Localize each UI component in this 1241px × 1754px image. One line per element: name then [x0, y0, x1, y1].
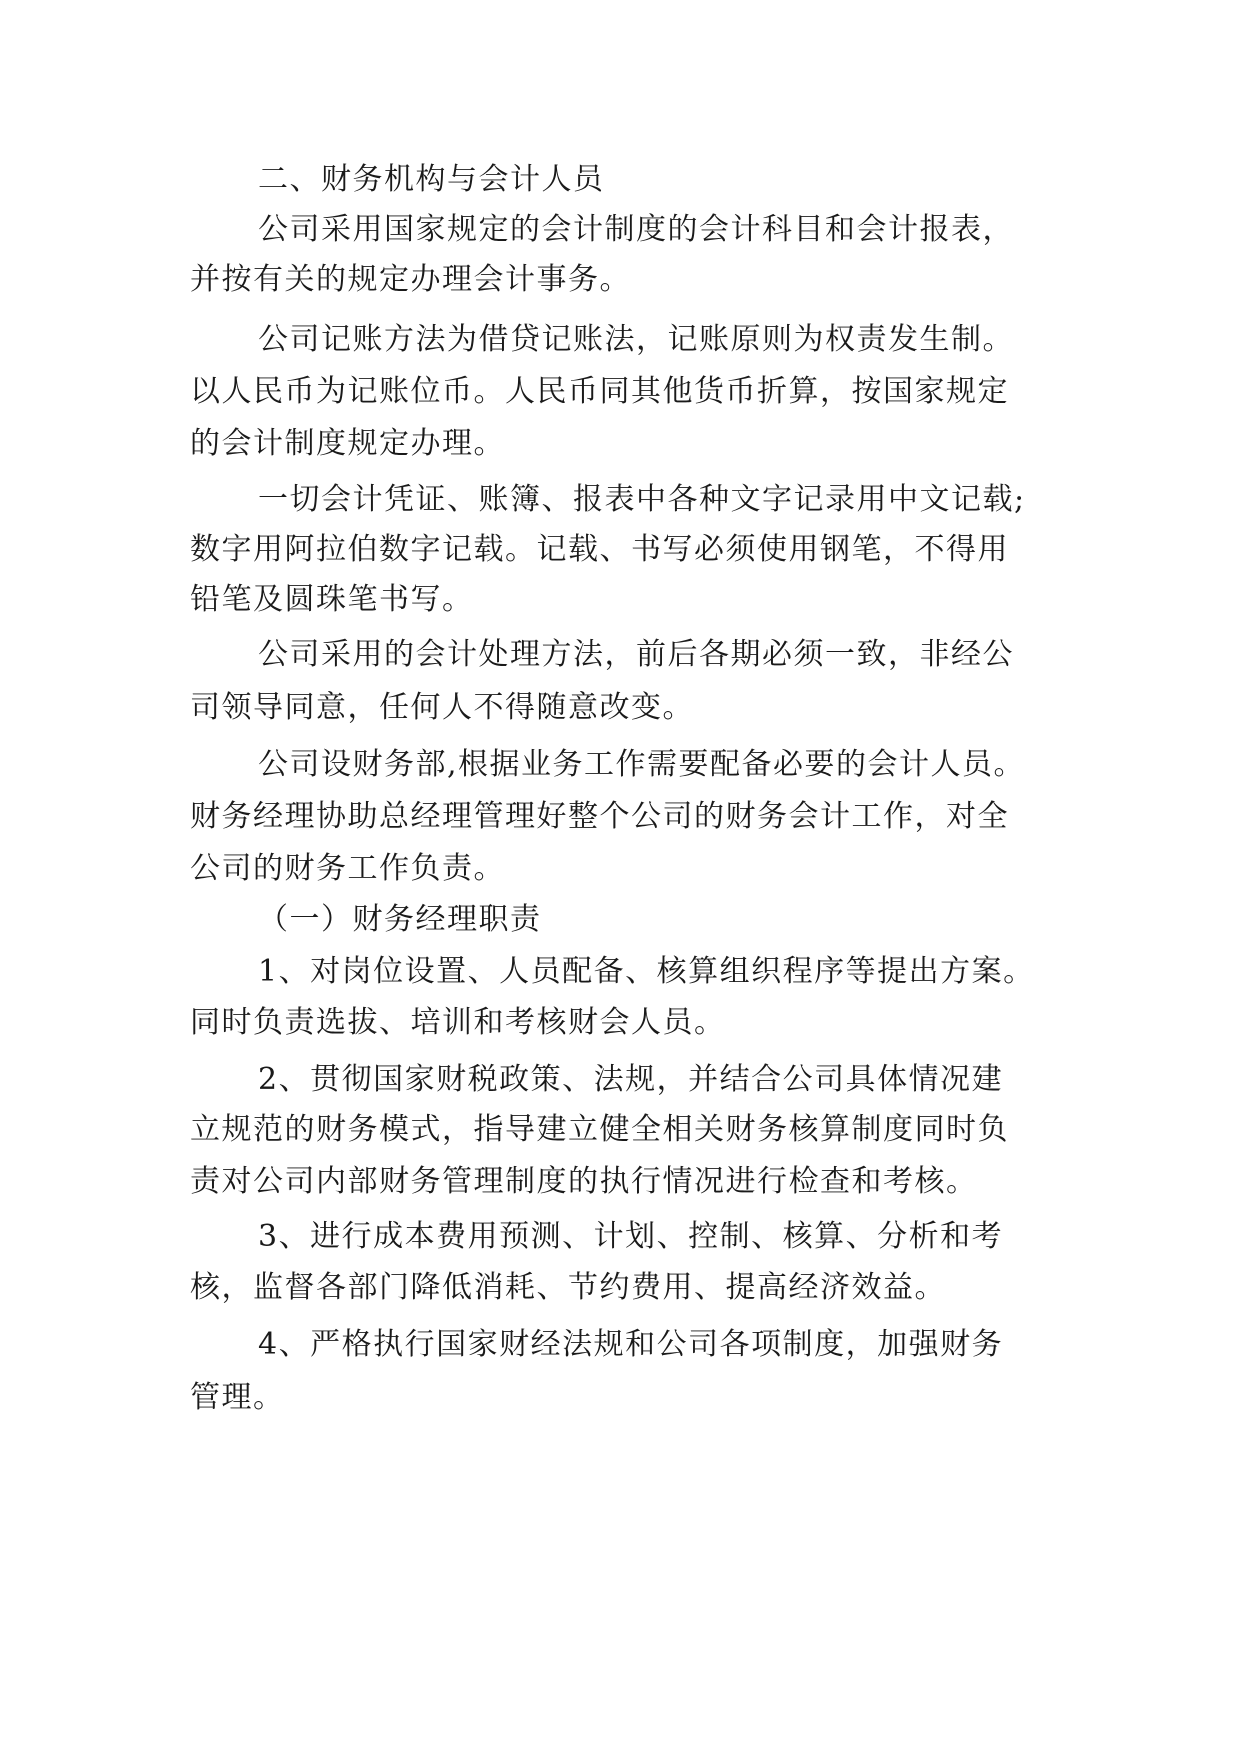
paragraph-line: 2、贯彻国家财税政策、法规，并结合公司具体情况建 — [258, 1062, 1004, 1097]
paragraph-line: 公司采用国家规定的会计制度的会计科目和会计报表， — [258, 212, 1014, 247]
paragraph-line: 数字用阿拉伯数字记载。记载、书写必须使用钢笔，不得用 — [190, 532, 1009, 567]
paragraph-line: 管理。 — [190, 1380, 285, 1415]
paragraph-line: 立规范的财务模式，指导建立健全相关财务核算制度同时负 — [190, 1112, 1009, 1147]
paragraph-line: 公司的财务工作负责。 — [190, 851, 505, 886]
paragraph-line: 责对公司内部财务管理制度的执行情况进行检查和考核。 — [190, 1164, 978, 1199]
paragraph-line: 的会计制度规定办理。 — [190, 426, 505, 461]
paragraph-line: 核，监督各部门降低消耗、节约费用、提高经济效益。 — [190, 1270, 946, 1305]
paragraph-line: 一切会计凭证、账簿、报表中各种文字记录用中文记载; — [258, 482, 1026, 517]
paragraph-line: 同时负责选拔、培训和考核财会人员。 — [190, 1005, 726, 1040]
subsection-heading: （一）财务经理职责 — [258, 902, 542, 937]
paragraph-line: 以人民币为记账位币。人民币同其他货币折算，按国家规定 — [190, 374, 1009, 409]
paragraph-line: 公司记账方法为借贷记账法，记账原则为权责发生制。 — [258, 322, 1014, 357]
paragraph-line: 公司采用的会计处理方法，前后各期必须一致，非经公 — [258, 637, 1014, 672]
paragraph-line: 财务经理协助总经理管理好整个公司的财务会计工作，对全 — [190, 799, 1009, 834]
paragraph-line: 公司设财务部,根据业务工作需要配备必要的会计人员。 — [258, 747, 1026, 782]
paragraph-line: 4、严格执行国家财经法规和公司各项制度，加强财务 — [258, 1327, 1004, 1362]
paragraph-line: 1、对岗位设置、人员配备、核算组织程序等提出方案。 — [258, 954, 1035, 989]
section-heading: 二、财务机构与会计人员 — [258, 162, 605, 197]
paragraph-line: 3、进行成本费用预测、计划、控制、核算、分析和考 — [258, 1219, 1004, 1254]
paragraph-line: 并按有关的规定办理会计事务。 — [190, 262, 631, 297]
paragraph-line: 铅笔及圆珠笔书写。 — [190, 582, 474, 617]
paragraph-line: 司领导同意，任何人不得随意改变。 — [190, 690, 694, 725]
